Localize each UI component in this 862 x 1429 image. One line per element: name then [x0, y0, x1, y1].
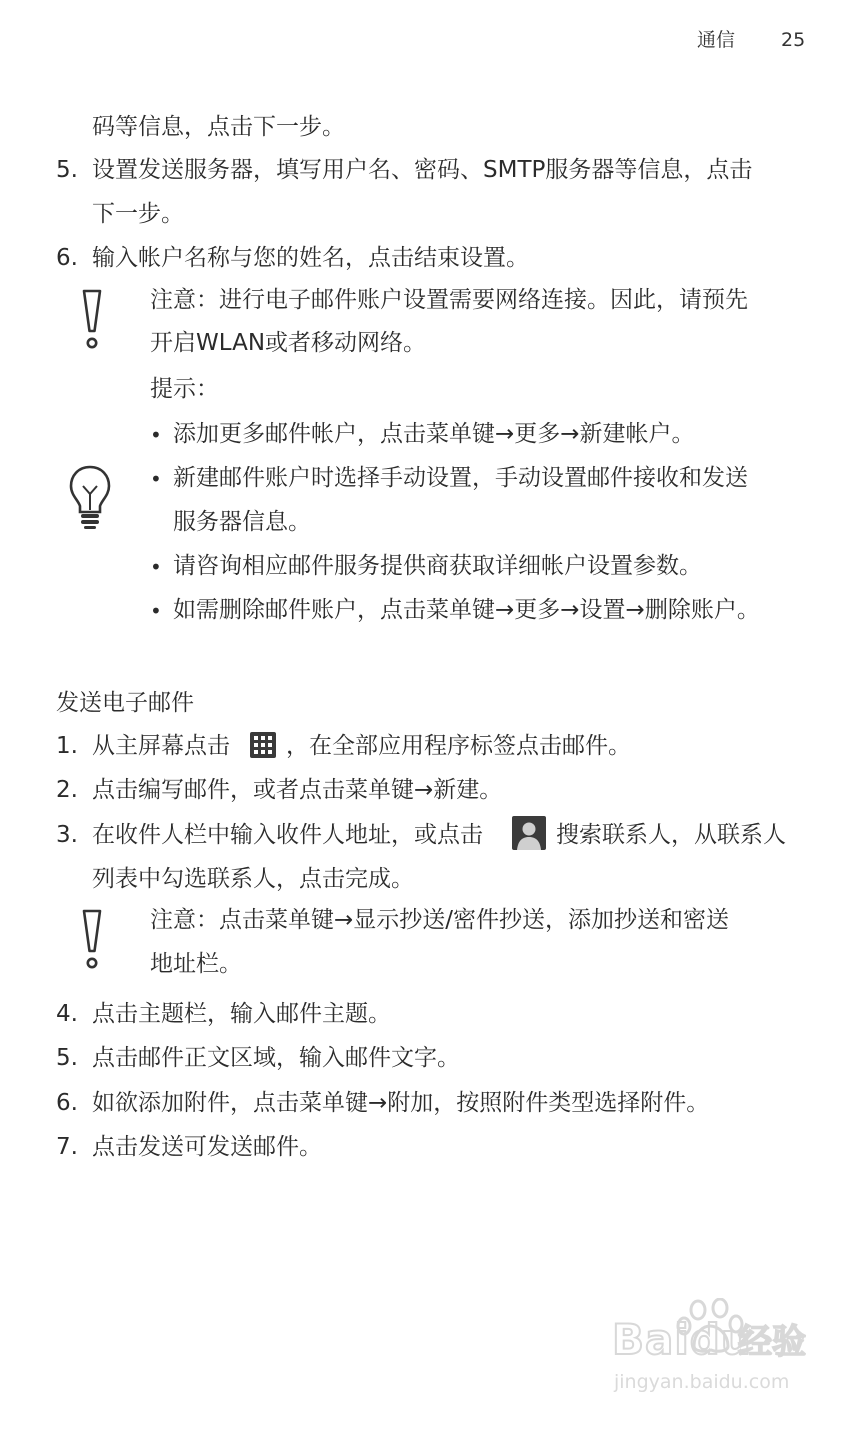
watermark-url: jingyan.baidu.com — [614, 1371, 790, 1393]
tip-item: 添加更多邮件帐户，点击菜单键→更多→新建帐户。 — [173, 421, 695, 447]
step-text: 设置发送服务器，填写用户名、密码、SMTP服务器等信息，点击 — [92, 157, 753, 183]
step-number: 6. — [56, 1090, 78, 1116]
watermark-brand: Baidu — [612, 1315, 752, 1364]
page-number: 25 — [781, 29, 806, 51]
continued-text: 码等信息，点击下一步。 — [92, 114, 345, 140]
step-text: 在收件人栏中输入收件人地址，或点击 — [92, 822, 483, 848]
step-number: 1. — [56, 733, 78, 759]
step-text: 搜索联系人，从联系人 — [556, 822, 786, 848]
exclamation-icon — [80, 908, 104, 972]
tip-item: 请咨询相应邮件服务提供商获取详细帐户设置参数。 — [173, 553, 702, 579]
note-text: 注意：点击菜单键→显示抄送/密件抄送，添加抄送和密送 — [150, 907, 730, 933]
tip-item: 服务器信息。 — [173, 509, 311, 535]
lightbulb-icon — [68, 464, 112, 530]
step-number: 5. — [56, 1045, 78, 1071]
step-number: 7. — [56, 1134, 78, 1160]
step-number: 5. — [56, 157, 78, 183]
bullet: • — [150, 555, 162, 579]
bullet: • — [150, 467, 162, 491]
step-text: 点击邮件正文区域，输入邮件文字。 — [92, 1045, 460, 1071]
bullet: • — [150, 423, 162, 447]
step-number: 4. — [56, 1001, 78, 1027]
tip-title: 提示： — [150, 376, 219, 402]
step-text: 点击发送可发送邮件。 — [92, 1134, 322, 1160]
step-text: 下一步。 — [92, 201, 184, 227]
watermark-brand-suffix: 经验 — [738, 1322, 806, 1362]
step-number: 2. — [56, 777, 78, 803]
note-text: 地址栏。 — [150, 951, 242, 977]
step-text: 点击主题栏，输入邮件主题。 — [92, 1001, 391, 1027]
section-title: 发送电子邮件 — [56, 690, 194, 716]
tip-item: 如需删除邮件账户，点击菜单键→更多→设置→删除账户。 — [173, 597, 760, 623]
note-text: 开启WLAN或者移动网络。 — [150, 330, 427, 356]
step-text: 输入帐户名称与您的姓名，点击结束设置。 — [92, 245, 529, 271]
person-icon — [512, 816, 546, 850]
step-number: 6. — [56, 245, 78, 271]
app-grid-icon — [250, 732, 276, 758]
tip-item: 新建邮件账户时选择手动设置，手动设置邮件接收和发送 — [173, 465, 748, 491]
exclamation-icon — [80, 288, 104, 352]
note-text: 注意：进行电子邮件账户设置需要网络连接。因此，请预先 — [150, 287, 748, 313]
header-section-title: 通信 — [697, 29, 736, 51]
step-number: 3. — [56, 822, 78, 848]
bullet: • — [150, 599, 162, 623]
step-text: 如欲添加附件，点击菜单键→附加，按照附件类型选择附件。 — [92, 1090, 710, 1116]
step-text: ，在全部应用程序标签点击邮件。 — [286, 733, 631, 759]
step-text: 列表中勾选联系人，点击完成。 — [92, 866, 414, 892]
step-text: 点击编写邮件，或者点击菜单键→新建。 — [92, 777, 503, 803]
step-text: 从主屏幕点击 — [92, 733, 230, 759]
